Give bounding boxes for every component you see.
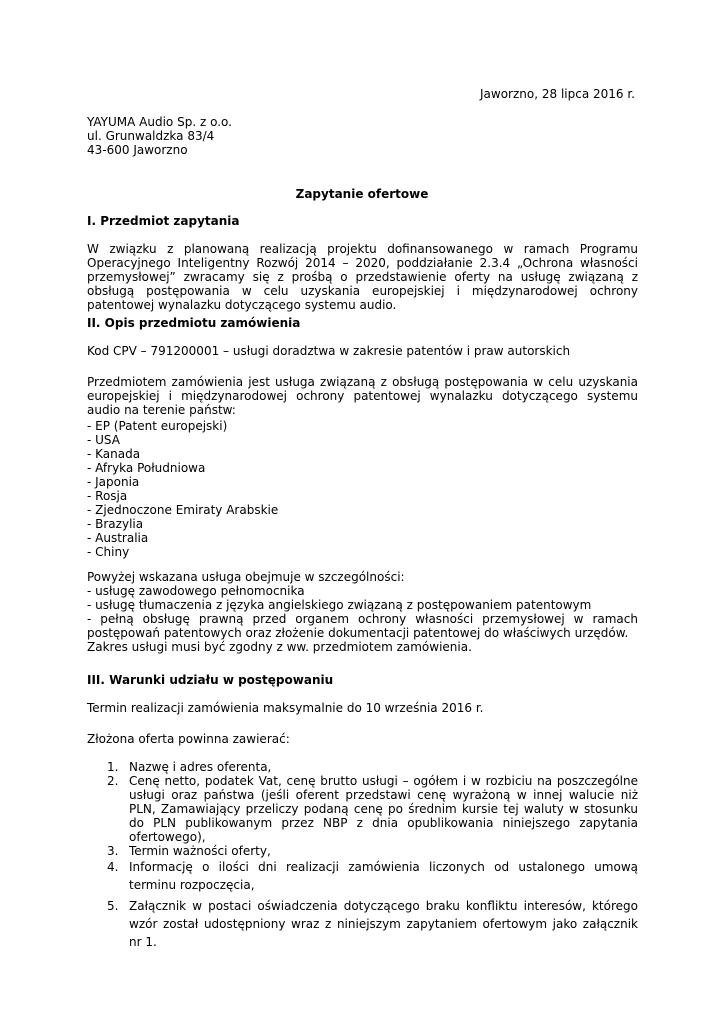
deadline-text: Termin realizacji zamówienia maksymalnie do 10 września 2016 r. (87, 701, 484, 715)
list-text: Cenę netto, podatek Vat, cenę brutto usługi – ogółem i w rozbiciu na poszczególne usługi oraz państwa (jeśli oferent przedstawi cenę wyrażoną w innej walucie niż PLN, Zamawiający przeliczy podaną cenę po średnim kursie tej waluty w stosunku do PLN publikowanym przez NBP z dnia opublikowania niniejszego zapytania ofertowego), (129, 774, 638, 844)
list-item: - USA (87, 433, 120, 447)
list-item: - usługę tłumaczenia z języka angielskiego związaną z postępowaniem patentowym (87, 598, 592, 612)
date-line: Jaworzno, 28 lipca 2016 r. (480, 87, 635, 101)
section3-heading: III. Warunki udziału w postępowaniu (87, 673, 334, 687)
scope-note: Zakres usługi musi być zgodny z ww. przedmiotem zamówienia. (87, 640, 472, 654)
list-item: - EP (Patent europejski) (87, 419, 228, 433)
list-item: - Japonia (87, 475, 140, 489)
list-item: - Australia (87, 531, 149, 545)
offer-intro: Złożona oferta powinna zawierać: (87, 732, 290, 746)
section1-heading: I. Przedmiot zapytania (87, 214, 240, 228)
company-city: 43-600 Jaworzno (87, 143, 188, 157)
requirements-list (87, 760, 638, 951)
country-list (87, 419, 638, 559)
list-number: 2. (107, 774, 119, 788)
list-item (87, 858, 638, 894)
list-text: Nazwę i adres oferenta, (129, 760, 272, 774)
list-item: - usługę zawodowego pełnomocnika (87, 584, 305, 598)
section1-paragraph: W związku z planowaną realizacją projektu dofinansowanego w ramach Programu Operacyjnego Inteligentny Rozwój 2014 – 2020, poddziałanie 2.3.4 „Ochrona własności przemysłowej” zwracamy się z prośbą o przedstawienie oferty na usługę związaną z obsługą postępowania w celu uzyskania europejskiej i międzynarodowej ochrony patentowej wynalazku dotyczącego systemu audio. (87, 242, 638, 312)
scope-intro: Powyżej wskazana usługa obejmuje w szczególności: (87, 570, 405, 584)
list-item (87, 760, 638, 774)
section2-paragraph: Przedmiotem zamówienia jest usługa związaną z obsługą postępowania w celu uzyskania europejskiej i międzynarodowej ochrony patentowej wynalazku dotyczącego systemu audio na terenie państw: (87, 375, 638, 417)
list-number: 5. (107, 899, 119, 913)
list-number: 3. (107, 844, 119, 858)
document-title: Zapytanie ofertowe (295, 187, 429, 201)
list-item: - Rosja (87, 489, 128, 503)
list-item (87, 897, 638, 951)
list-number: 1. (107, 760, 119, 774)
list-item: - pełną obsługę prawną przed organem ochrony własności przemysłowej w ramach postępowań patentowych oraz złożenie dokumentacji patentowej do właściwych urzędów. (87, 612, 638, 640)
company-name: YAYUMA Audio Sp. z o.o. (87, 115, 232, 129)
company-street: ul. Grunwaldzka 83/4 (87, 129, 215, 143)
list-text: Załącznik w postaci oświadczenia dotyczącego braku konfliktu interesów, którego wzór został udostępniony wraz z niniejszym zapytaniem ofertowym jako załącznik nr 1. (129, 899, 638, 949)
cpv-code: Kod CPV – 791200001 – usługi doradztwa w zakresie patentów i praw autorskich (87, 344, 571, 358)
list-text: Informację o ilości dni realizacji zamówienia liczonych od ustalonego umową terminu rozpoczęcia, (129, 860, 638, 892)
list-text: Termin ważności oferty, (129, 844, 271, 858)
list-item: - Chiny (87, 545, 130, 559)
list-item (87, 844, 638, 858)
section2-heading: II. Opis przedmiotu zamówienia (87, 316, 301, 330)
list-item: - Zjednoczone Emiraty Arabskie (87, 503, 279, 517)
list-item: - Afryka Południowa (87, 461, 206, 475)
list-item: - Brazylia (87, 517, 144, 531)
company-address (87, 115, 638, 157)
scope-list (87, 570, 638, 654)
list-number: 4. (107, 860, 119, 874)
list-item (87, 774, 638, 844)
list-item: - Kanada (87, 447, 141, 461)
